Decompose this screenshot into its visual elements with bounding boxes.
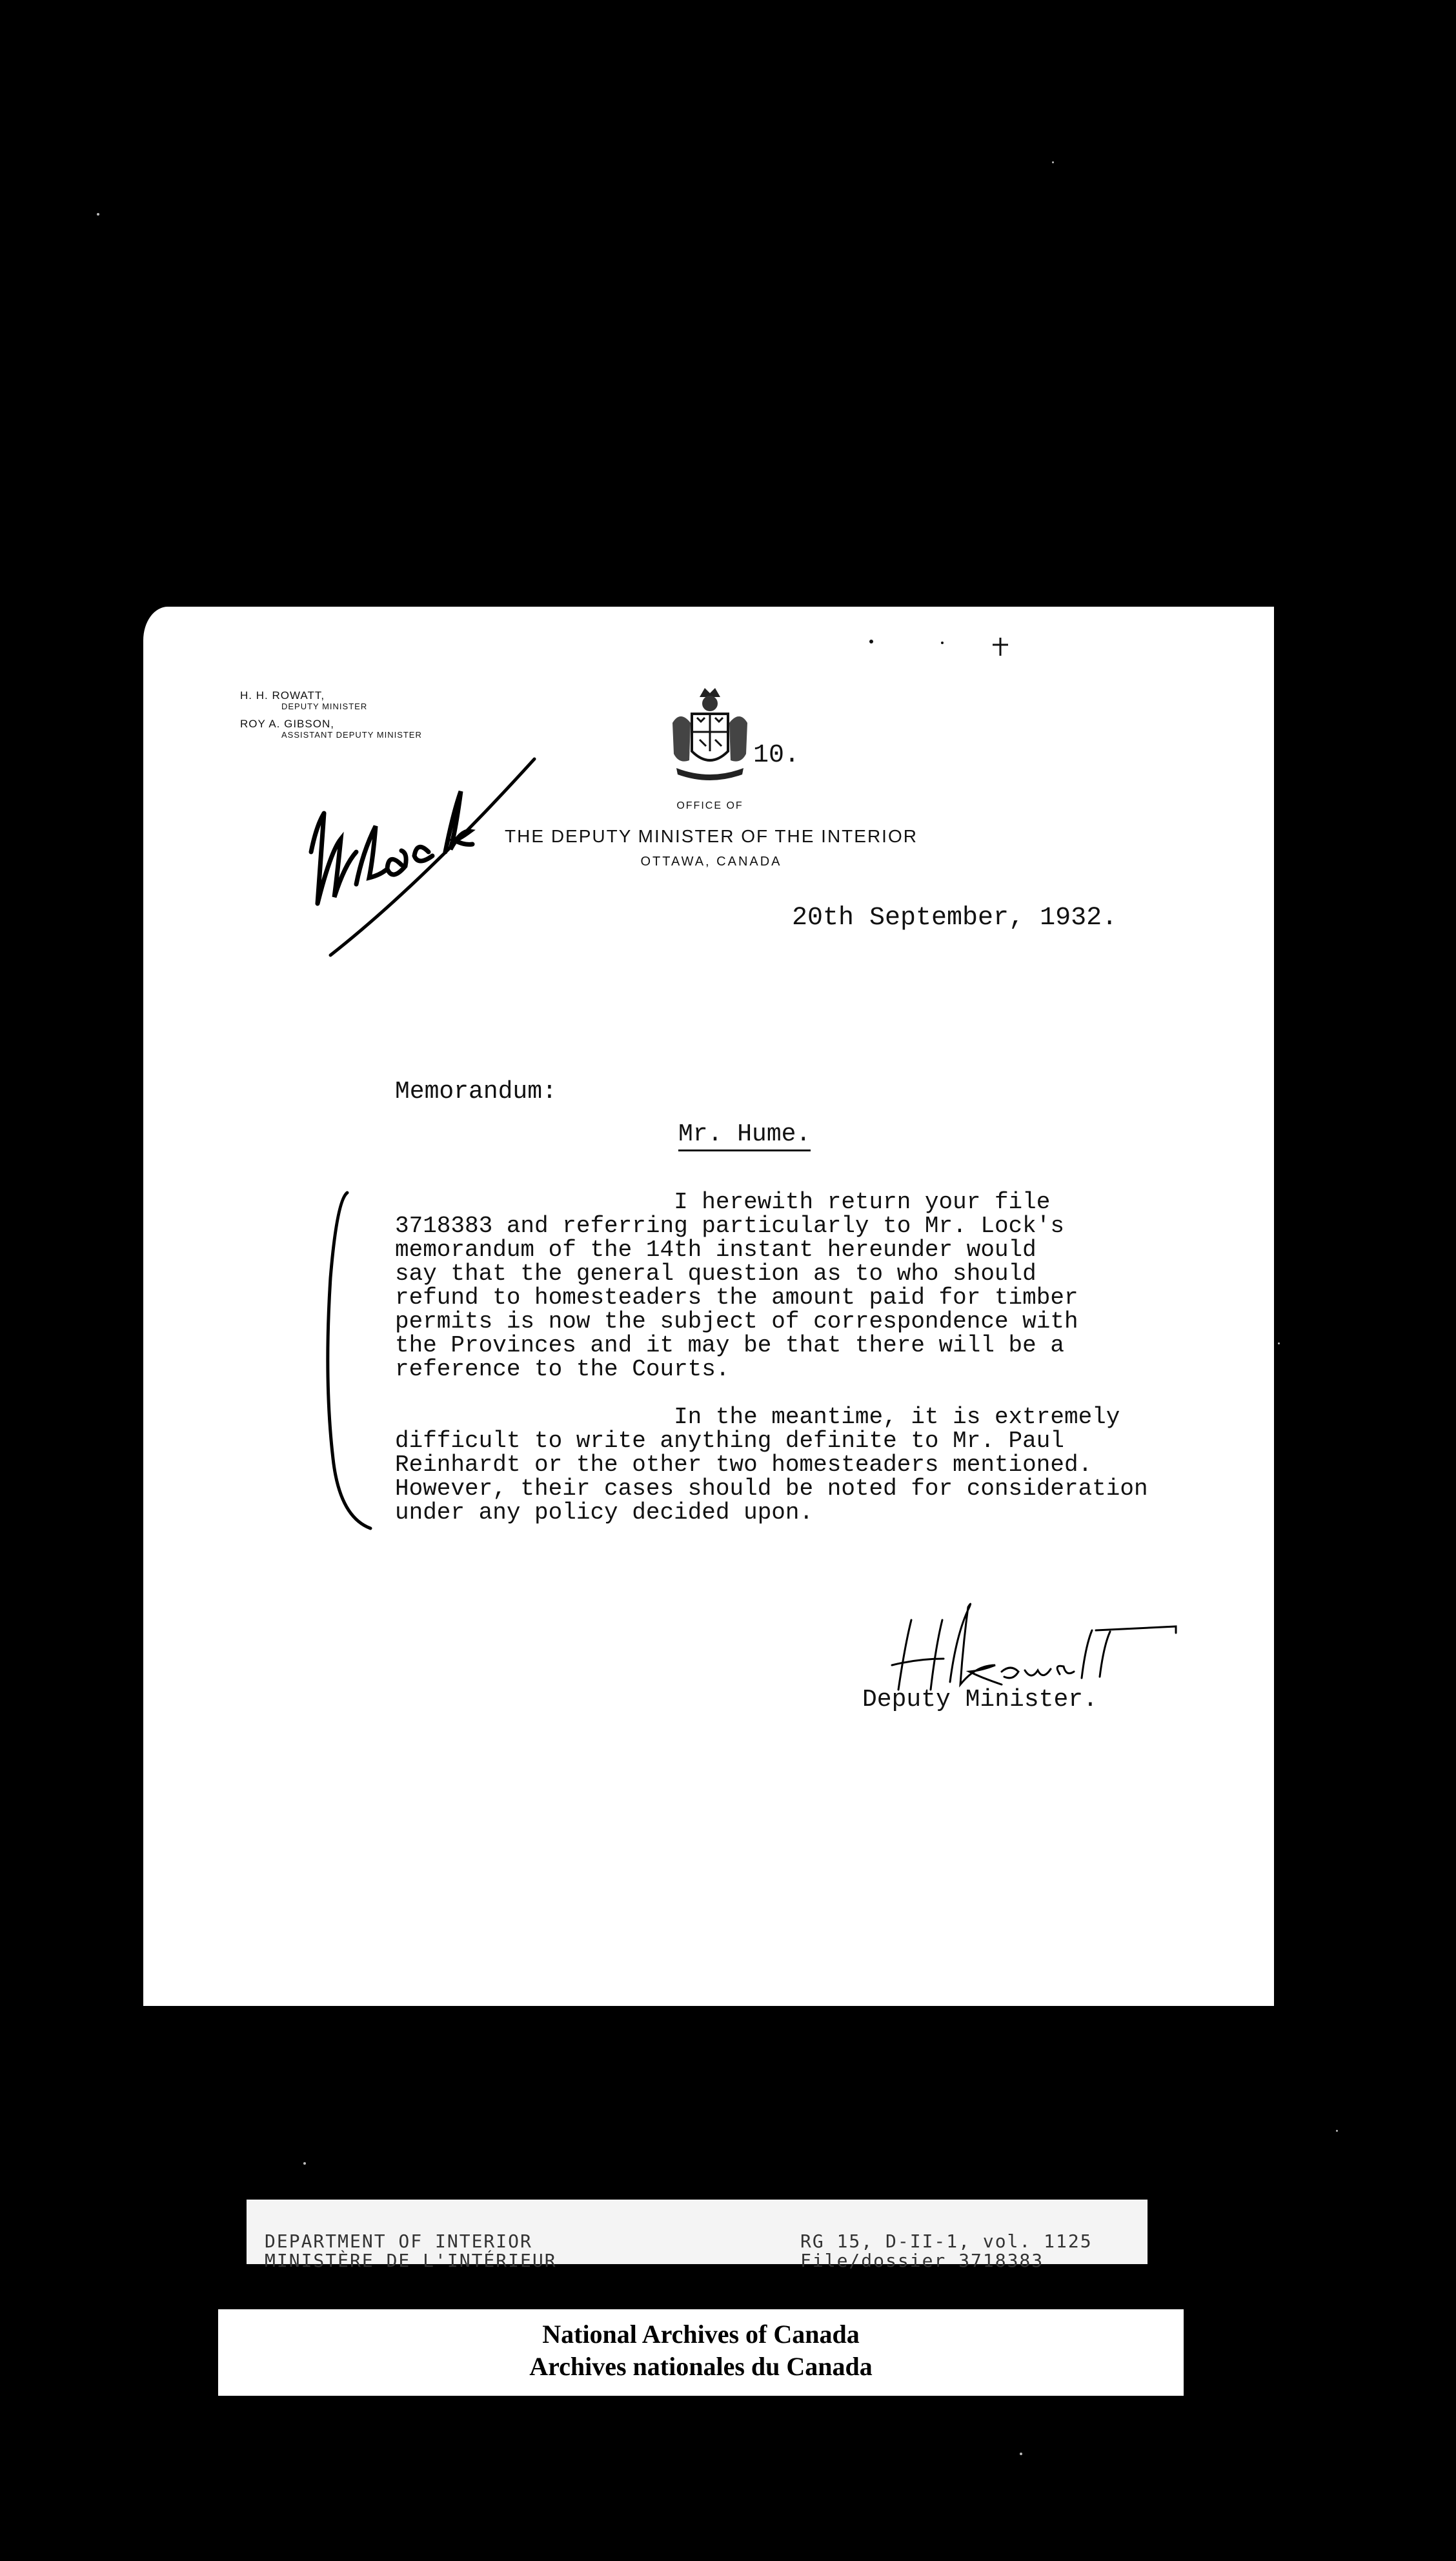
scan-speck: [1336, 2130, 1338, 2132]
department-title: THE DEPUTY MINISTER OF THE INTERIOR: [505, 826, 918, 846]
scan-speck: [1278, 1342, 1280, 1344]
archive-label: [218, 2309, 1184, 2396]
letter-page: [143, 607, 1274, 2006]
paragraph-2: In the meantime, it is extremely difficult to write anything definite to Mr. Paul Reinhardt or the other two homesteaders mentioned. However, their cases should be noted for consideration under any policy decided upon.: [395, 1404, 1148, 1526]
scan-marks: [866, 634, 1015, 666]
archive-department-en: DEPARTMENT OF INTERIOR: [265, 2231, 532, 2252]
file-number: 10.: [753, 741, 800, 770]
archive-label-fr: Archives nationales du Canada: [529, 2352, 873, 2381]
memo-heading: Memorandum:: [395, 1078, 557, 1106]
signatory-title: Deputy Minister.: [862, 1686, 1098, 1714]
scan-speck: [303, 2162, 306, 2165]
letter-date: 20th September, 1932.: [792, 904, 1118, 933]
assistant-title: ASSISTANT DEPUTY MINISTER: [281, 730, 422, 740]
deputy-title: DEPUTY MINISTER: [281, 701, 368, 711]
archive-label-en: National Archives of Canada: [542, 2320, 860, 2349]
handwritten-bracket: [324, 1188, 401, 1536]
archive-reference-tag: [247, 2200, 1148, 2271]
scan-speck: [1052, 161, 1054, 163]
archive-department-fr: MINISTÈRE DE L'INTÉRIEUR: [265, 2250, 557, 2271]
handwritten-annotation: [292, 755, 550, 975]
deputy-name: H. H. ROWATT,: [240, 689, 325, 702]
assistant-name: ROY A. GIBSON,: [240, 718, 334, 731]
paragraph-1: I herewith return your file 3718383 and referring particularly to Mr. Lock's memorandum of the 14th instant hereunder would say that the general question as to who should refund to homesteaders the amount paid for timber permits is now the subject of correspondence with the Provinces and it may be that there will be a reference to the Courts.: [395, 1189, 1078, 1382]
archive-ref: RG 15, D-II-1, vol. 1125: [800, 2231, 1093, 2252]
scan-speck: [97, 213, 99, 216]
letterhead-names: [240, 689, 422, 740]
memo-body: [395, 1190, 1169, 1524]
archive-file: File/dossier 3718383: [800, 2250, 1044, 2271]
coat-of-arms-icon: [666, 684, 754, 787]
memo-addressee: Mr. Hume.: [678, 1120, 811, 1151]
department-city: OTTAWA, CANADA: [640, 855, 782, 869]
scan-speck: [1020, 2453, 1022, 2455]
office-of-label: OFFICE OF: [676, 800, 743, 811]
